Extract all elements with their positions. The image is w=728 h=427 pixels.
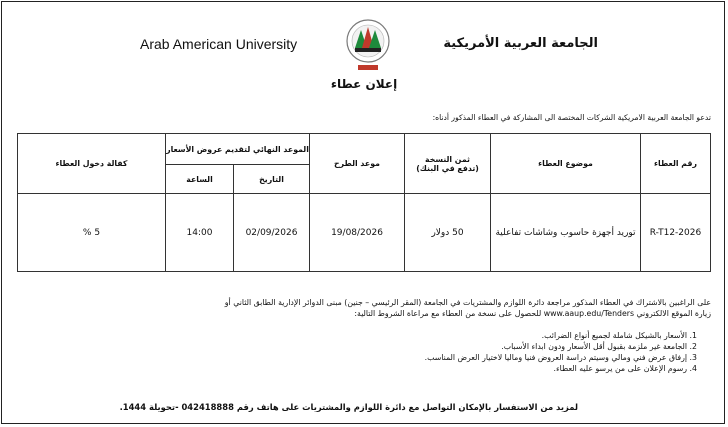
header-price — [405, 134, 491, 194]
cell-guarantee: 5 % — [18, 194, 166, 272]
intro-text: تدعو الجامعة العربية الامريكية الشركات المختصة الى المشاركة في العطاء المذكور أدناه: — [432, 113, 711, 122]
instructions-line-2: زيارة الموقع الالكتروني www.aaup.edu/Tenders للحصول على نسخة من العطاء مع مراعاة الشروط التالية: — [354, 309, 711, 318]
page-title: إعلان عطاء — [330, 77, 398, 91]
header-price-note: (تدفع في البنك) — [416, 163, 479, 173]
list-item: 2. الجامعة غير ملزمة بقبول أقل الأسعار ودون ابداء الأسباب. — [501, 342, 697, 351]
cell-date: 02/09/2026 — [234, 194, 310, 272]
aau-logo — [345, 18, 391, 74]
header-offer-date: موعد الطرح — [310, 134, 405, 194]
cell-price: 50 دولار — [405, 194, 491, 272]
tender-table — [17, 133, 711, 272]
university-name-ar: الجامعة العربية الأمريكية — [443, 36, 598, 51]
list-item: 3. إرفاق عرض فني ومالي وسيتم دراسة العروض فنيا وماليا لاختيار العرض المناسب. — [424, 353, 697, 362]
header-deadline: الموعد النهائي لتقديم عروض الأسعار — [166, 134, 310, 165]
header-time: الساعة — [166, 165, 234, 194]
instructions-paragraph — [11, 297, 711, 319]
university-name-en: Arab American University — [140, 36, 298, 52]
header-subject: موضوع العطاء — [491, 134, 641, 194]
table-row — [18, 194, 711, 272]
header-tender-no: رقم العطاء — [641, 134, 711, 194]
cell-offer-date: 19/08/2026 — [310, 194, 405, 272]
header-price-label: ثمن النسخة — [425, 154, 470, 164]
list-item: 1. الأسعار بالشيكل شاملة لجميع أنواع الضرائب. — [541, 331, 697, 340]
instructions-line-1: على الراغبين بالاشتراك في العطاء المذكور مراجعة دائرة اللوازم والمشتريات في الجامعة (المقر الرئيسي – جنين) مبنى الدوائر الإدارية الطابق الثاني أو — [224, 298, 711, 307]
cell-tender-no: R-T12-2026 — [641, 194, 711, 272]
cell-time: 14:00 — [166, 194, 234, 272]
header-date: التاريخ — [234, 165, 310, 194]
list-item: 4. رسوم الإعلان على من يرسو عليه العطاء. — [553, 364, 697, 373]
cell-subject: توريد أجهزة حاسوب وشاشات تفاعلية — [491, 194, 641, 272]
conditions-list — [425, 330, 711, 374]
contact-info: لمزيد من الاستفسار بالإمكان التواصل مع دائرة اللوازم والمشتريات على هاتف رقم 042418888 -تحويلة 1444. — [119, 402, 578, 412]
header-guarantee: كفالة دخول العطاء — [18, 134, 166, 194]
